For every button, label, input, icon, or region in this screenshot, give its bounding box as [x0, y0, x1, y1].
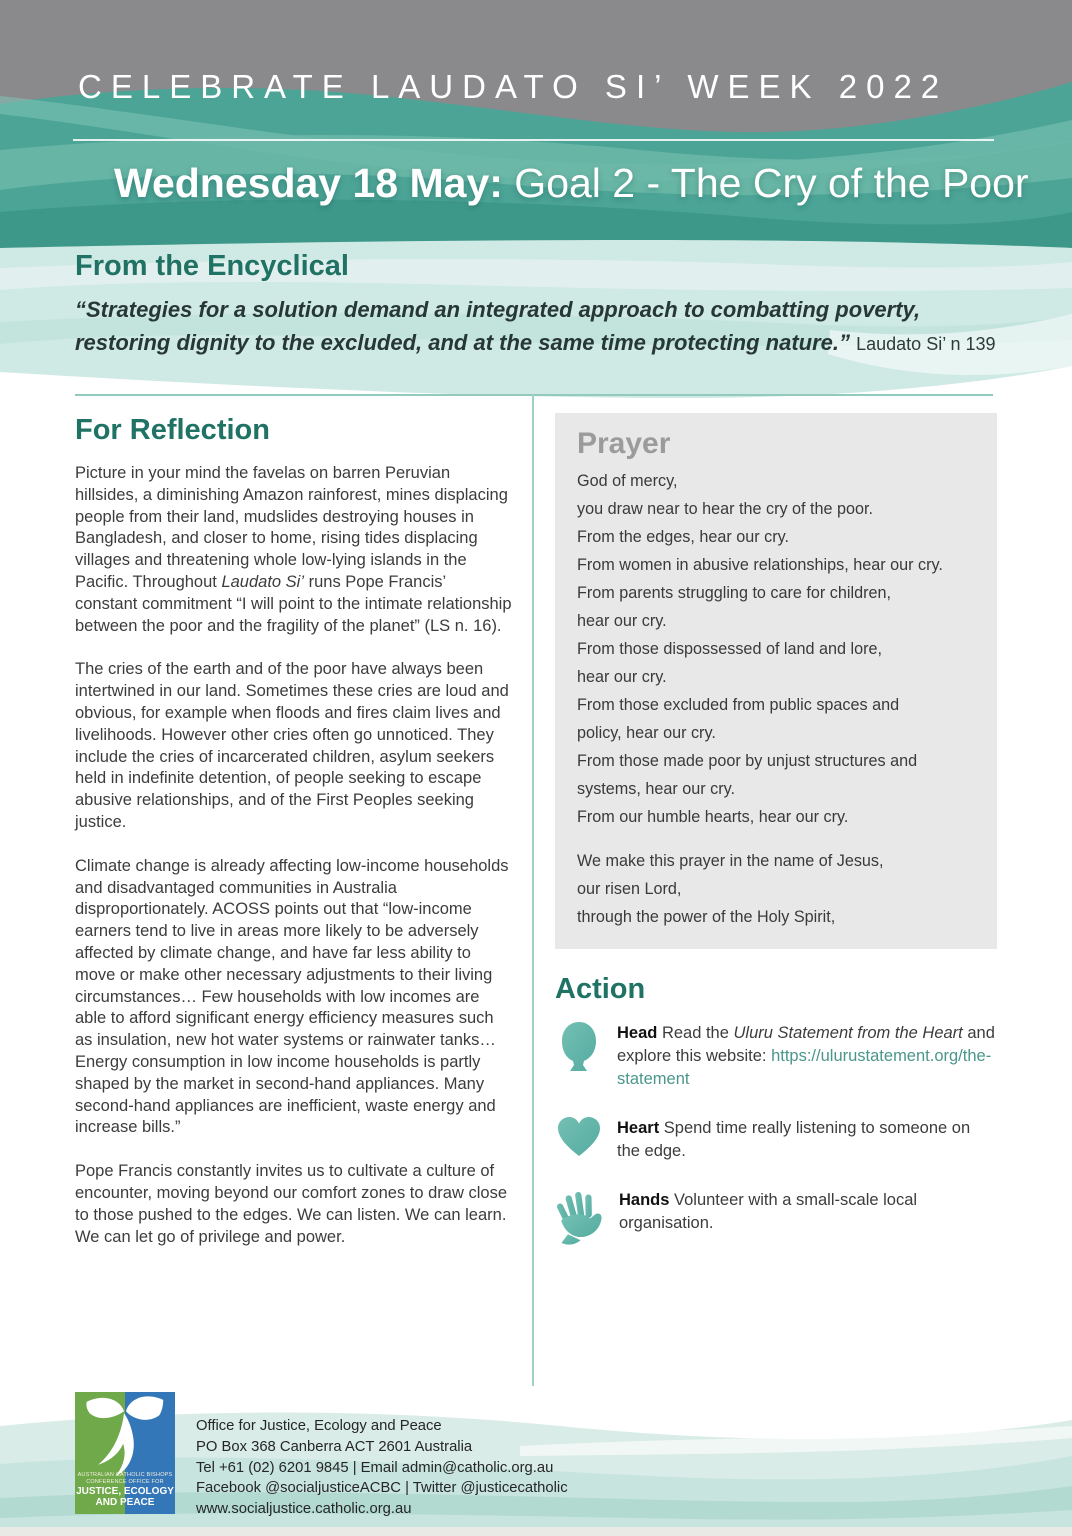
- encyclical-attribution: Laudato Si’ n 139: [856, 334, 996, 354]
- prayer-stanza-gap: [577, 831, 977, 847]
- acbc-logo: [75, 1392, 175, 1514]
- prayer-line: From those made poor by unjust structures and: [577, 752, 918, 770]
- reflection-heading: For Reflection: [75, 414, 270, 446]
- prayer-line: hear our cry.: [577, 668, 667, 686]
- day-title: [114, 160, 1029, 207]
- prayer-line: hear our cry.: [577, 612, 667, 630]
- reflection-paragraph-4: Pope Francis constantly invites us to cultivate a culture of encounter, moving beyond our comfort zones to draw close to those pushed to the edges. We can listen. We can learn. We can let go of privilege and power.: [75, 1162, 507, 1246]
- action-hands-text: [619, 1187, 997, 1245]
- action-heart-text: [617, 1115, 997, 1163]
- laudato-si-italic: Laudato Si’: [221, 572, 305, 591]
- hands-icon: [555, 1187, 605, 1245]
- logo-org-line2: CONFERENCE OFFICE FOR: [86, 1479, 164, 1485]
- prayer-line: From those excluded from public spaces and: [577, 696, 900, 714]
- action-head-text: [617, 1020, 997, 1091]
- heart-icon: [555, 1115, 603, 1163]
- prayer-line: From women in abusive relationships, hear our cry.: [577, 556, 943, 574]
- prayer-line: systems, hear our cry.: [577, 780, 736, 798]
- day-date: Wednesday 18 May:: [114, 160, 503, 206]
- reflection-paragraph-3: Climate change is already affecting low-income households and disadvantaged communities in Australia disproportionately. ACOSS points out that “low-income earners tend to live in areas more likely to be adversely affected by climate change, and have far less ability to move or make other necessary adjustments to their living circumstances… Few households with low incomes are able to afford significant energy efficiency measures such as insulation, new hot water systems or rainwater tanks… Energy consumption in low income households is partly shaped by the market in second-hand appliances. Many second-hand appliances are inefficient, waste energy and increase bills.”: [75, 856, 509, 1137]
- reflection-p1-text: Picture in your mind the favelas on barren Peruvian hillsides, a diminishing Amazon rainforest, mines displacing people from their land, mudslides destroying houses in Bangladesh, and closer to home, rising tides displacing villages and threatening whole low-lying islands in the Pacific. Throughout: [75, 464, 508, 591]
- prayer-heading: Prayer: [577, 427, 671, 460]
- banner-divider-line: [73, 139, 994, 141]
- day-goal: Goal 2 - The Cry of the Poor: [502, 160, 1029, 206]
- dove-icon: [75, 1396, 175, 1482]
- action-head-text2: and explore this website:: [617, 1024, 995, 1065]
- action-heart-label: Heart: [617, 1119, 660, 1137]
- prayer-line: From the edges, hear our cry.: [577, 528, 790, 546]
- footer-address-line: PO Box 368 Canberra ACT 2601 Australia: [196, 1438, 473, 1455]
- action-section: [555, 973, 997, 1245]
- prayer-line: God of mercy,: [577, 472, 678, 490]
- action-head-text1: Read the: [657, 1024, 734, 1042]
- head-icon: [555, 1020, 603, 1091]
- logo-org-line1: AUSTRALIAN CATHOLIC BISHOPS: [77, 1472, 173, 1478]
- logo-org-line4: AND PEACE: [95, 1497, 155, 1508]
- prayer-line: you draw near to hear the cry of the poor.: [577, 500, 874, 518]
- encyclical-section: [75, 250, 1007, 361]
- prayer-line: our risen Lord,: [577, 880, 682, 898]
- prayer-box: [555, 413, 997, 949]
- action-hands-text-body: Volunteer with a small-scale local organisation.: [619, 1191, 918, 1232]
- columns-top-rule: [75, 394, 993, 396]
- logo-text: [75, 1472, 175, 1508]
- prayer-line: We make this prayer in the name of Jesus,: [577, 852, 884, 870]
- reflection-p1-text-2: runs Pope Francis’ constant commitment “I will point to the intimate relationship between the poor and the fragility of the planet” (LS n. 16).: [75, 572, 512, 635]
- uluru-statement-link[interactable]: https://ulurustatement.org/the-statement: [617, 1047, 992, 1088]
- action-head-label: Head: [617, 1024, 658, 1042]
- encyclical-heading: From the Encyclical: [75, 250, 349, 282]
- action-item-head: [555, 1020, 997, 1091]
- action-item-hands: [555, 1187, 997, 1245]
- action-hands-label: Hands: [619, 1191, 670, 1209]
- uluru-statement-italic: Uluru Statement from the Heart: [733, 1024, 963, 1042]
- encyclical-quote-text: “Strategies for a solution demand an integrated approach to combatting poverty, restoring dignity to the excluded, and at the same time protecting nature.”: [75, 297, 921, 355]
- footer-contact-block: [196, 1416, 716, 1520]
- reflection-paragraph-1: [75, 463, 512, 637]
- columns-divider-rule: [532, 394, 534, 1386]
- prayer-line: through the power of the Holy Spirit,: [577, 908, 836, 926]
- action-item-heart: [555, 1115, 997, 1163]
- action-heading: Action: [555, 973, 646, 1005]
- action-heart-text-body: Spend time really listening to someone on the edge.: [617, 1119, 971, 1160]
- encyclical-quote: [75, 293, 1007, 361]
- prayer-line: From parents struggling to care for children,: [577, 584, 891, 602]
- right-column: [555, 413, 997, 1269]
- prayer-line: From our humble hearts, hear our cry.: [577, 808, 849, 826]
- logo-org-line3: JUSTICE, ECOLOGY: [76, 1486, 174, 1497]
- footer-phone-email-line: Tel +61 (02) 6201 9845 | Email admin@catholic.org.au: [196, 1459, 554, 1476]
- footer-office-line: Office for Justice, Ecology and Peace: [196, 1418, 442, 1434]
- reflection-column: [75, 414, 512, 1270]
- footer-website-line: www.socialjustice.catholic.org.au: [196, 1501, 412, 1518]
- reflection-paragraph-2: The cries of the earth and of the poor have always been intertwined in our land. Sometimes these cries are loud and obvious, for example when floods and fires claim lives and livelihoods. However other cries often go unnoticed. They include the cries of incarcerated children, asylum seekers held in indefinite detention, of people seeking to escape abusive relationships, and of the First Peoples seeking justice.: [75, 660, 509, 831]
- prayer-line: policy, hear our cry.: [577, 724, 716, 742]
- prayer-line: From those dispossessed of land and lore,: [577, 640, 883, 658]
- footer-social-line: Facebook @socialjusticeACBC | Twitter @justicecatholic: [196, 1480, 568, 1497]
- banner-title: CELEBRATE LAUDATO SI’ WEEK 2022: [78, 68, 949, 105]
